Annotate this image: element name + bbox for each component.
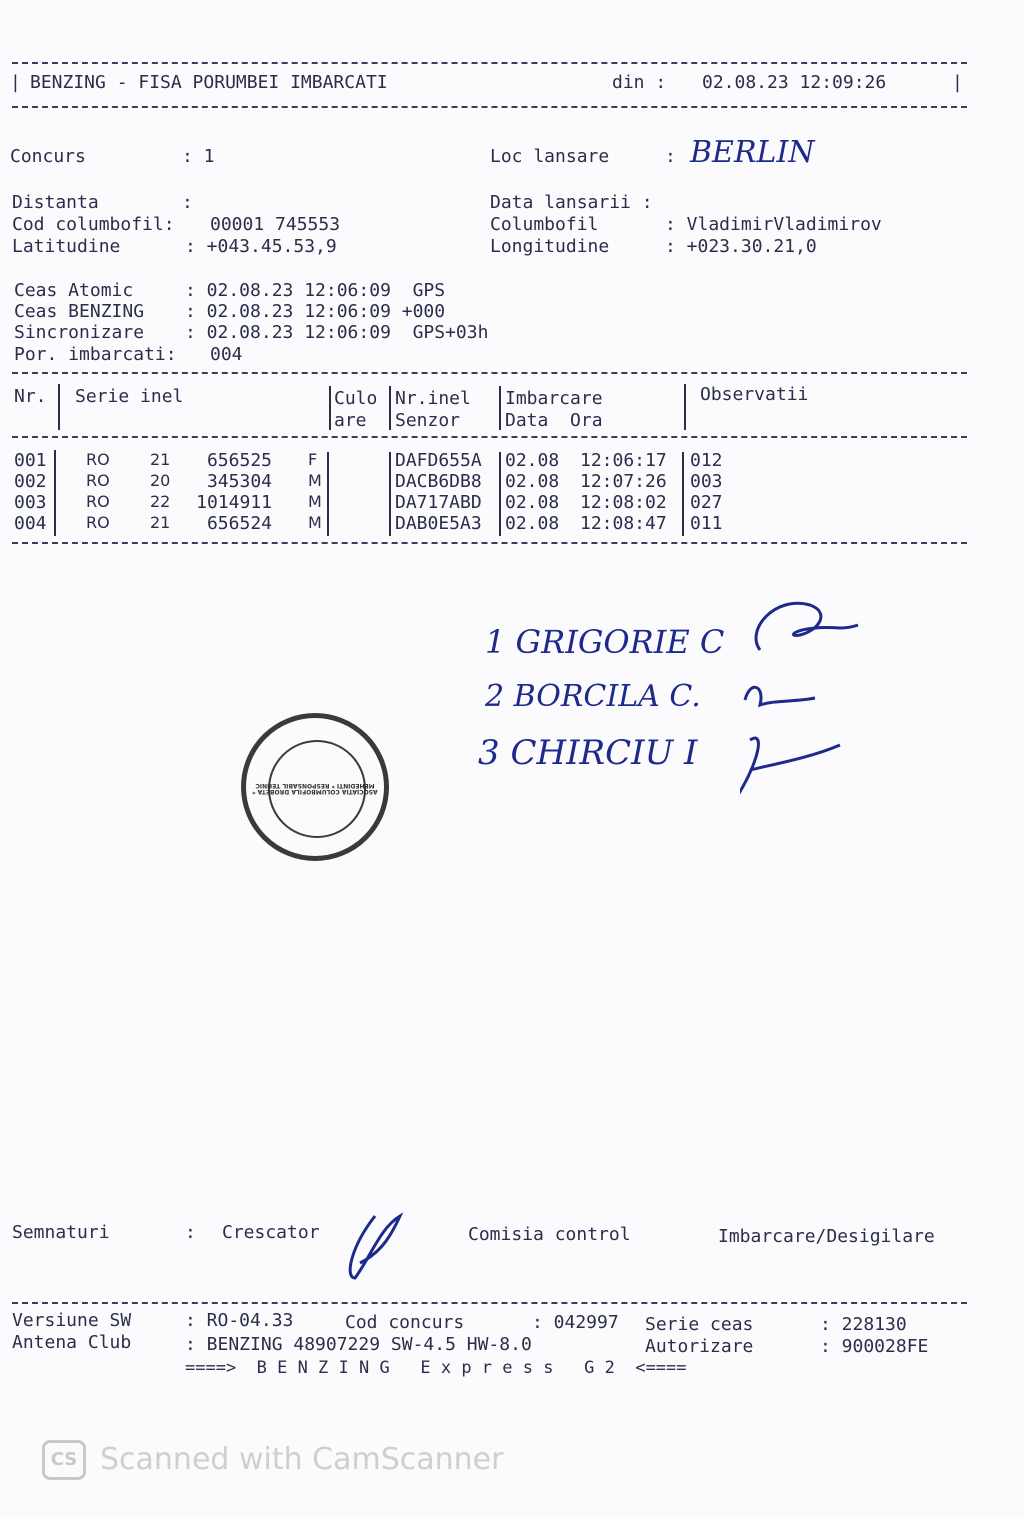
cell-ring: 1014911	[196, 492, 272, 513]
semnaturi-label: Semnaturi	[12, 1222, 110, 1243]
col-divider	[684, 384, 686, 430]
cod-concurs-label: Cod concurs	[345, 1312, 465, 1333]
cell-sensor: DAB0E5A3	[395, 513, 482, 534]
cell-date: 02.08	[505, 513, 560, 534]
col-divider	[499, 452, 501, 536]
cell-obs: 012	[690, 450, 723, 471]
ceas-atomic-value: : 02.08.23 12:06:09 GPS	[185, 280, 446, 301]
cell-sex: M	[308, 513, 322, 532]
header-datetime: 02.08.23 12:09:26	[702, 72, 887, 93]
antena-club-value: : BENZING 48907229 SW-4.5 HW-8.0	[185, 1334, 532, 1355]
col-divider	[389, 452, 391, 536]
cell-date: 02.08	[505, 471, 560, 492]
concurs-label: Concurs	[10, 146, 86, 167]
col-header-nrinel: Nr.inel	[395, 388, 471, 409]
ceas-atomic-label: Ceas Atomic	[14, 280, 134, 301]
serie-ceas-label: Serie ceas	[645, 1314, 754, 1335]
cell-sex: M	[308, 471, 322, 490]
footer-rule	[12, 1302, 967, 1304]
cell-year: 22	[150, 492, 171, 511]
handwritten-line-3: 3 CHIRCIU I	[478, 733, 698, 773]
col-header-serie: Serie inel	[75, 386, 184, 407]
cell-country: RO	[86, 513, 110, 532]
data-lansarii-label: Data lansarii :	[490, 192, 653, 213]
cell-country: RO	[86, 492, 110, 511]
camscanner-logo: CS	[42, 1440, 86, 1480]
cell-year: 21	[150, 450, 171, 469]
semnaturi-colon: :	[185, 1222, 196, 1243]
cell-sex: M	[308, 492, 322, 511]
longitudine-value: : +023.30.21,0	[665, 236, 817, 257]
header-top-rule	[12, 62, 967, 64]
cell-country: RO	[86, 450, 110, 469]
col-header-observatii: Observatii	[700, 384, 809, 405]
cell-nr: 001	[14, 450, 47, 471]
loc-lansare-handwritten: BERLIN	[690, 135, 815, 170]
col-header-dataora: Data Ora	[505, 410, 603, 431]
imbarcare-desigilare-label: Imbarcare/Desigilare	[718, 1226, 935, 1247]
col-divider	[58, 384, 60, 430]
cell-year: 21	[150, 513, 171, 532]
cell-nr: 002	[14, 471, 47, 492]
benzing-express-banner: ====> B E N Z I N G E x p r e s s G 2 <====	[185, 1358, 687, 1378]
cell-time: 12:08:47	[580, 513, 667, 534]
col-header-culo: Culo	[334, 388, 378, 409]
columbofil-value: : VladimirVladimirov	[665, 214, 882, 235]
cod-columbofil-value: 00001 745553	[210, 214, 341, 235]
cell-obs: 011	[690, 513, 723, 534]
col-divider	[682, 452, 684, 536]
sincronizare-label: Sincronizare	[14, 322, 145, 343]
cell-ring: 345304	[206, 471, 272, 492]
latitudine-value: : +043.45.53,9	[185, 236, 337, 257]
form-title: BENZING - FISA PORUMBEI IMBARCATI	[30, 72, 388, 93]
cell-date: 02.08	[505, 492, 560, 513]
table-bottom-rule	[12, 542, 967, 544]
stamp-text: ASOCIATIA COLUMBOFILA DROBETA * MEHEDINTI * RESPONSABIL TEHNIC	[252, 782, 378, 795]
cell-ring: 656525	[206, 450, 272, 471]
comisia-control-label: Comisia control	[468, 1224, 631, 1245]
ceas-benzing-value: : 02.08.23 12:06:09 +000	[185, 301, 446, 322]
cell-sex: F	[308, 450, 318, 469]
table-top-rule	[12, 372, 967, 374]
header-bottom-rule	[12, 106, 967, 108]
col-divider	[499, 386, 501, 430]
crescator-signature	[340, 1208, 410, 1288]
col-divider	[327, 452, 329, 536]
handwritten-line-2: 2 BORCILA C.	[485, 679, 701, 714]
antena-club-label: Antena Club	[12, 1332, 132, 1353]
col-divider	[54, 450, 56, 536]
header-right-bar: |	[952, 72, 963, 93]
col-header-senzor: Senzor	[395, 410, 461, 431]
por-imbarcati-label: Por. imbarcati:	[14, 344, 177, 365]
header-left-bar: |	[10, 72, 21, 93]
por-imbarcati-value: 004	[210, 344, 243, 365]
serie-ceas-value: : 228130	[820, 1314, 907, 1335]
versiune-sw-label: Versiune SW	[12, 1310, 132, 1331]
cell-ring: 656524	[206, 513, 272, 534]
col-header-imbarcare: Imbarcare	[505, 388, 603, 409]
table-header-rule	[12, 436, 967, 438]
loc-lansare-colon: :	[665, 146, 676, 167]
col-header-nr: Nr.	[14, 386, 47, 407]
signature-handwritten	[740, 590, 870, 820]
camscanner-watermark: Scanned with CamScanner	[100, 1442, 504, 1477]
handwritten-line-1: 1 GRIGORIE C	[485, 623, 725, 661]
club-stamp	[241, 713, 389, 861]
concurs-value: : 1	[182, 146, 215, 167]
ceas-benzing-label: Ceas BENZING	[14, 301, 145, 322]
din-label: din :	[612, 72, 667, 93]
cod-concurs-value: : 042997	[532, 1312, 619, 1333]
cod-columbofil-label: Cod columbofil:	[12, 214, 175, 235]
crescator-label: Crescator	[222, 1222, 320, 1243]
autorizare-value: : 900028FE	[820, 1336, 929, 1357]
distanta-label: Distanta	[12, 192, 99, 213]
latitudine-label: Latitudine	[12, 236, 121, 257]
cell-obs: 003	[690, 471, 723, 492]
cell-nr: 004	[14, 513, 47, 534]
cell-time: 12:08:02	[580, 492, 667, 513]
cell-time: 12:06:17	[580, 450, 667, 471]
sincronizare-value: : 02.08.23 12:06:09 GPS+03h	[185, 322, 489, 343]
col-divider	[329, 386, 331, 430]
col-header-are: are	[334, 410, 367, 431]
autorizare-label: Autorizare	[645, 1336, 754, 1357]
cell-sensor: DAFD655A	[395, 450, 482, 471]
cell-date: 02.08	[505, 450, 560, 471]
cell-sensor: DA717ABD	[395, 492, 482, 513]
cell-sensor: DACB6DB8	[395, 471, 482, 492]
loc-lansare-label: Loc lansare	[490, 146, 610, 167]
cell-country: RO	[86, 471, 110, 490]
distanta-value: :	[182, 192, 193, 213]
columbofil-label: Columbofil	[490, 214, 599, 235]
cell-nr: 003	[14, 492, 47, 513]
cell-obs: 027	[690, 492, 723, 513]
col-divider	[389, 386, 391, 430]
cell-time: 12:07:26	[580, 471, 667, 492]
versiune-sw-value: : RO-04.33	[185, 1310, 294, 1331]
cell-year: 20	[150, 471, 171, 490]
longitudine-label: Longitudine	[490, 236, 610, 257]
